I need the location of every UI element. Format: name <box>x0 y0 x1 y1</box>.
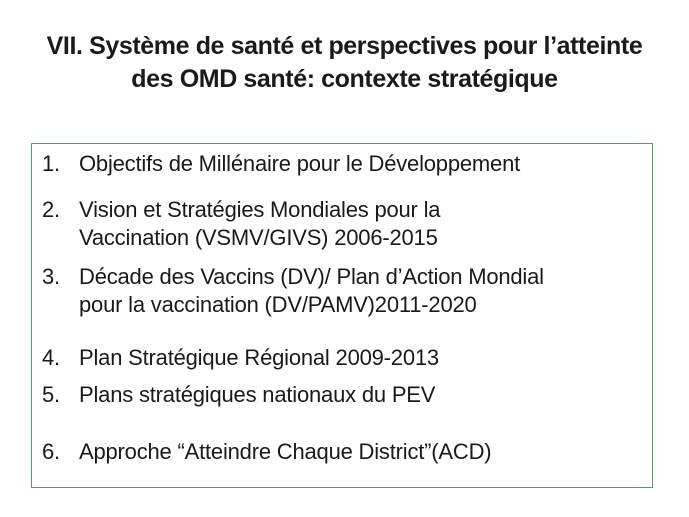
list-item-number: 3. <box>42 264 60 289</box>
list-item-line: Plan Stratégique Régional 2009-2013 <box>79 345 439 370</box>
slide-title-line-2: des OMD santé: contexte stratégique <box>131 65 558 93</box>
list-item-line: Objectifs de Millénaire pour le Développement <box>79 151 521 176</box>
list-item-line: Plans stratégiques nationaux du PEV <box>79 382 436 407</box>
list-item-line: pour la vaccination (DV/PAMV)2011-2020 <box>79 292 477 317</box>
list-item-line: Approche “Atteindre Chaque District”(ACD) <box>79 439 492 464</box>
list-item-text <box>79 381 435 409</box>
list-item-number: 4. <box>42 345 60 370</box>
list-item-number: 1. <box>42 151 60 176</box>
list-item-line: Vision et Stratégies Mondiales pour la <box>79 197 441 222</box>
list-item-number: 2. <box>42 197 60 222</box>
list-item-text <box>79 438 491 466</box>
list-item-line: Vaccination (VSMV/GIVS) 2006-2015 <box>79 225 438 250</box>
list-item-number: 6. <box>42 439 60 464</box>
list-item-text <box>79 196 440 252</box>
slide-title <box>20 30 669 96</box>
list-item-text <box>79 344 439 372</box>
list-item-text <box>79 150 520 178</box>
list-item-number: 5. <box>42 382 60 407</box>
slide-title-line-1: VII. Système de santé et perspectives pour l’atteinte <box>46 32 643 60</box>
list-item-text <box>79 263 544 319</box>
content-box <box>31 143 653 488</box>
list-item-line: Décade des Vaccins (DV)/ Plan d’Action Mondial <box>79 264 544 289</box>
